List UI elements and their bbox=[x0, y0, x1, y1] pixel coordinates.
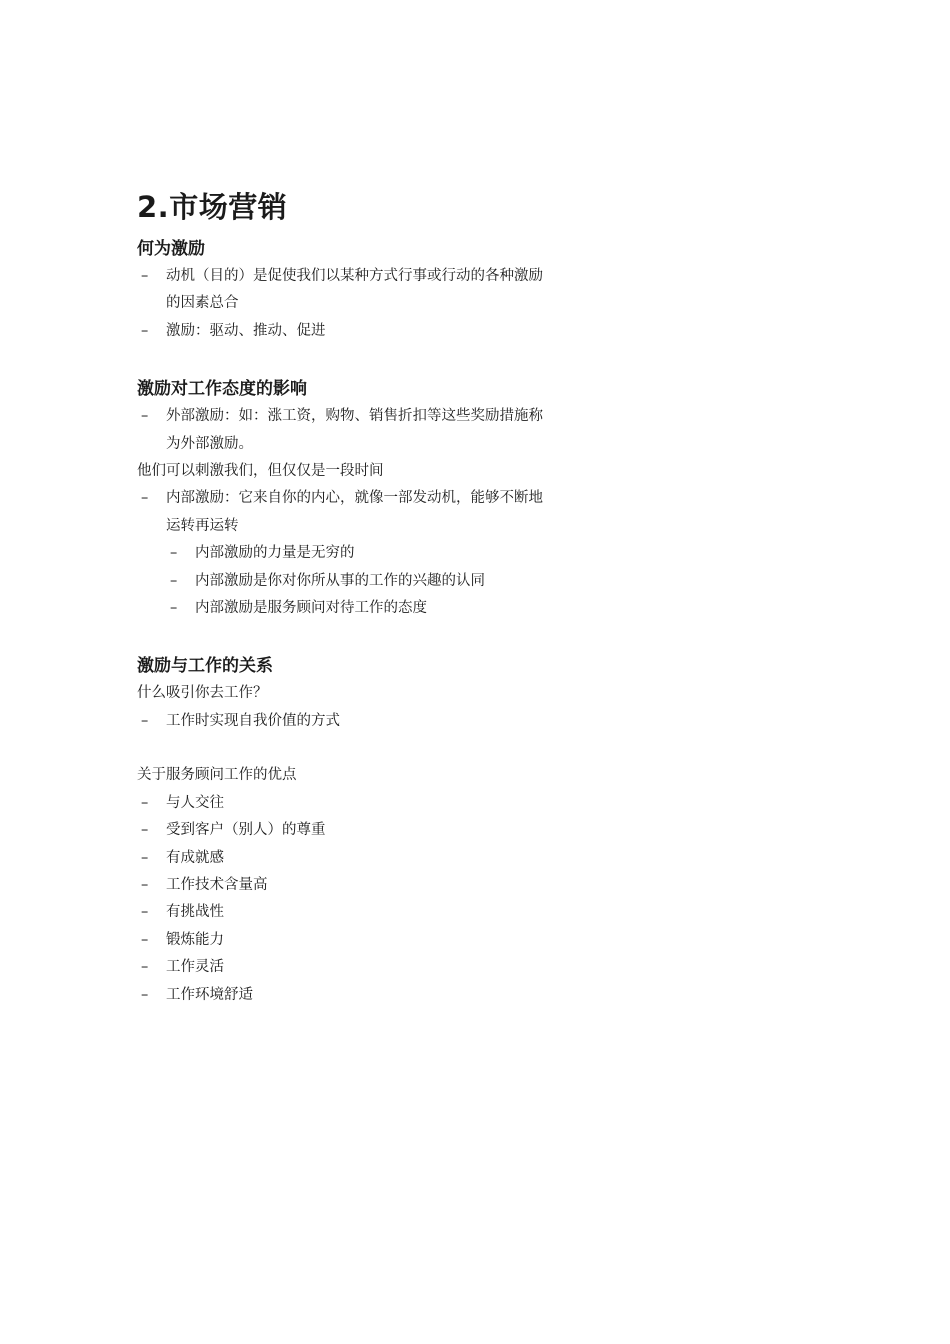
list-item-text: 与人交往 bbox=[166, 794, 224, 811]
dash-bullet: – bbox=[141, 986, 149, 1003]
document-page bbox=[137, 186, 557, 1009]
dash-bullet: – bbox=[141, 322, 149, 339]
dash-bullet: – bbox=[170, 572, 178, 589]
dash-bullet: – bbox=[170, 545, 178, 562]
list-item bbox=[137, 817, 557, 844]
dash-bullet: – bbox=[141, 904, 149, 921]
sub-list-item bbox=[137, 595, 557, 622]
list-item-text: 激励：驱动、推动、促进 bbox=[166, 322, 326, 339]
list-item-text: 工作技术含量高 bbox=[166, 876, 268, 893]
list-item-text: 工作灵活 bbox=[166, 959, 224, 976]
dash-bullet: – bbox=[141, 822, 149, 839]
list-item bbox=[137, 845, 557, 872]
list-item bbox=[137, 403, 557, 458]
section-heading: 何为激励 bbox=[137, 239, 205, 259]
section-spacer bbox=[137, 345, 557, 376]
list-item-text: 锻炼能力 bbox=[166, 931, 224, 948]
list-item-text: 有挑战性 bbox=[166, 904, 224, 921]
paragraph: 什么吸引你去工作？ bbox=[137, 685, 268, 702]
dash-bullet: – bbox=[141, 268, 149, 284]
document-body bbox=[137, 236, 557, 1009]
list-item bbox=[137, 927, 557, 954]
dash-bullet: – bbox=[141, 712, 149, 729]
paragraph-spacer bbox=[137, 735, 557, 762]
list-item-text: 工作环境舒适 bbox=[166, 986, 253, 1003]
dash-bullet: – bbox=[141, 849, 149, 866]
list-item bbox=[137, 263, 557, 318]
dash-bullet: – bbox=[170, 600, 178, 617]
list-item-text: 内部激励的力量是无穷的 bbox=[195, 545, 355, 562]
list-item bbox=[137, 954, 557, 981]
list-item-text: 内部激励是你对你所从事的工作的兴趣的认同 bbox=[195, 572, 485, 589]
list-item bbox=[137, 982, 557, 1009]
paragraph: 关于服务顾问工作的优点 bbox=[137, 767, 297, 784]
dash-bullet: – bbox=[141, 408, 149, 425]
dash-bullet: – bbox=[141, 490, 149, 507]
list-item bbox=[137, 872, 557, 899]
section-heading: 激励与工作的关系 bbox=[137, 656, 273, 677]
page-title: 2.市场营销 bbox=[137, 190, 288, 224]
list-item bbox=[137, 899, 557, 926]
list-item-text: 动机（目的）是促使我们以某种方式行事或行动的各种激励的因素总合 bbox=[166, 268, 543, 312]
list-item-text: 受到客户（别人）的尊重 bbox=[166, 822, 326, 839]
section-heading: 激励对工作态度的影响 bbox=[137, 379, 307, 400]
list-item-text: 工作时实现自我价值的方式 bbox=[166, 712, 340, 729]
dash-bullet: – bbox=[141, 959, 149, 976]
list-item-text: 有成就感 bbox=[166, 849, 224, 866]
dash-bullet: – bbox=[141, 876, 149, 893]
sub-list-item bbox=[137, 540, 557, 567]
dash-bullet: – bbox=[141, 794, 149, 811]
list-item-text: 外部激励：如：涨工资，购物、销售折扣等这些奖励措施称为外部激励。 bbox=[166, 408, 543, 452]
section-spacer bbox=[137, 622, 557, 653]
list-item bbox=[137, 790, 557, 817]
dash-bullet: – bbox=[141, 931, 149, 948]
list-item bbox=[137, 708, 557, 735]
list-item bbox=[137, 485, 557, 540]
list-item-text: 内部激励：它来自你的内心，就像一部发动机，能够不断地运转再运转 bbox=[166, 490, 543, 534]
list-item-text: 内部激励是服务顾问对待工作的态度 bbox=[195, 600, 427, 617]
sub-list-item bbox=[137, 568, 557, 595]
paragraph: 他们可以刺激我们，但仅仅是一段时间 bbox=[137, 463, 384, 480]
list-item bbox=[137, 318, 557, 345]
